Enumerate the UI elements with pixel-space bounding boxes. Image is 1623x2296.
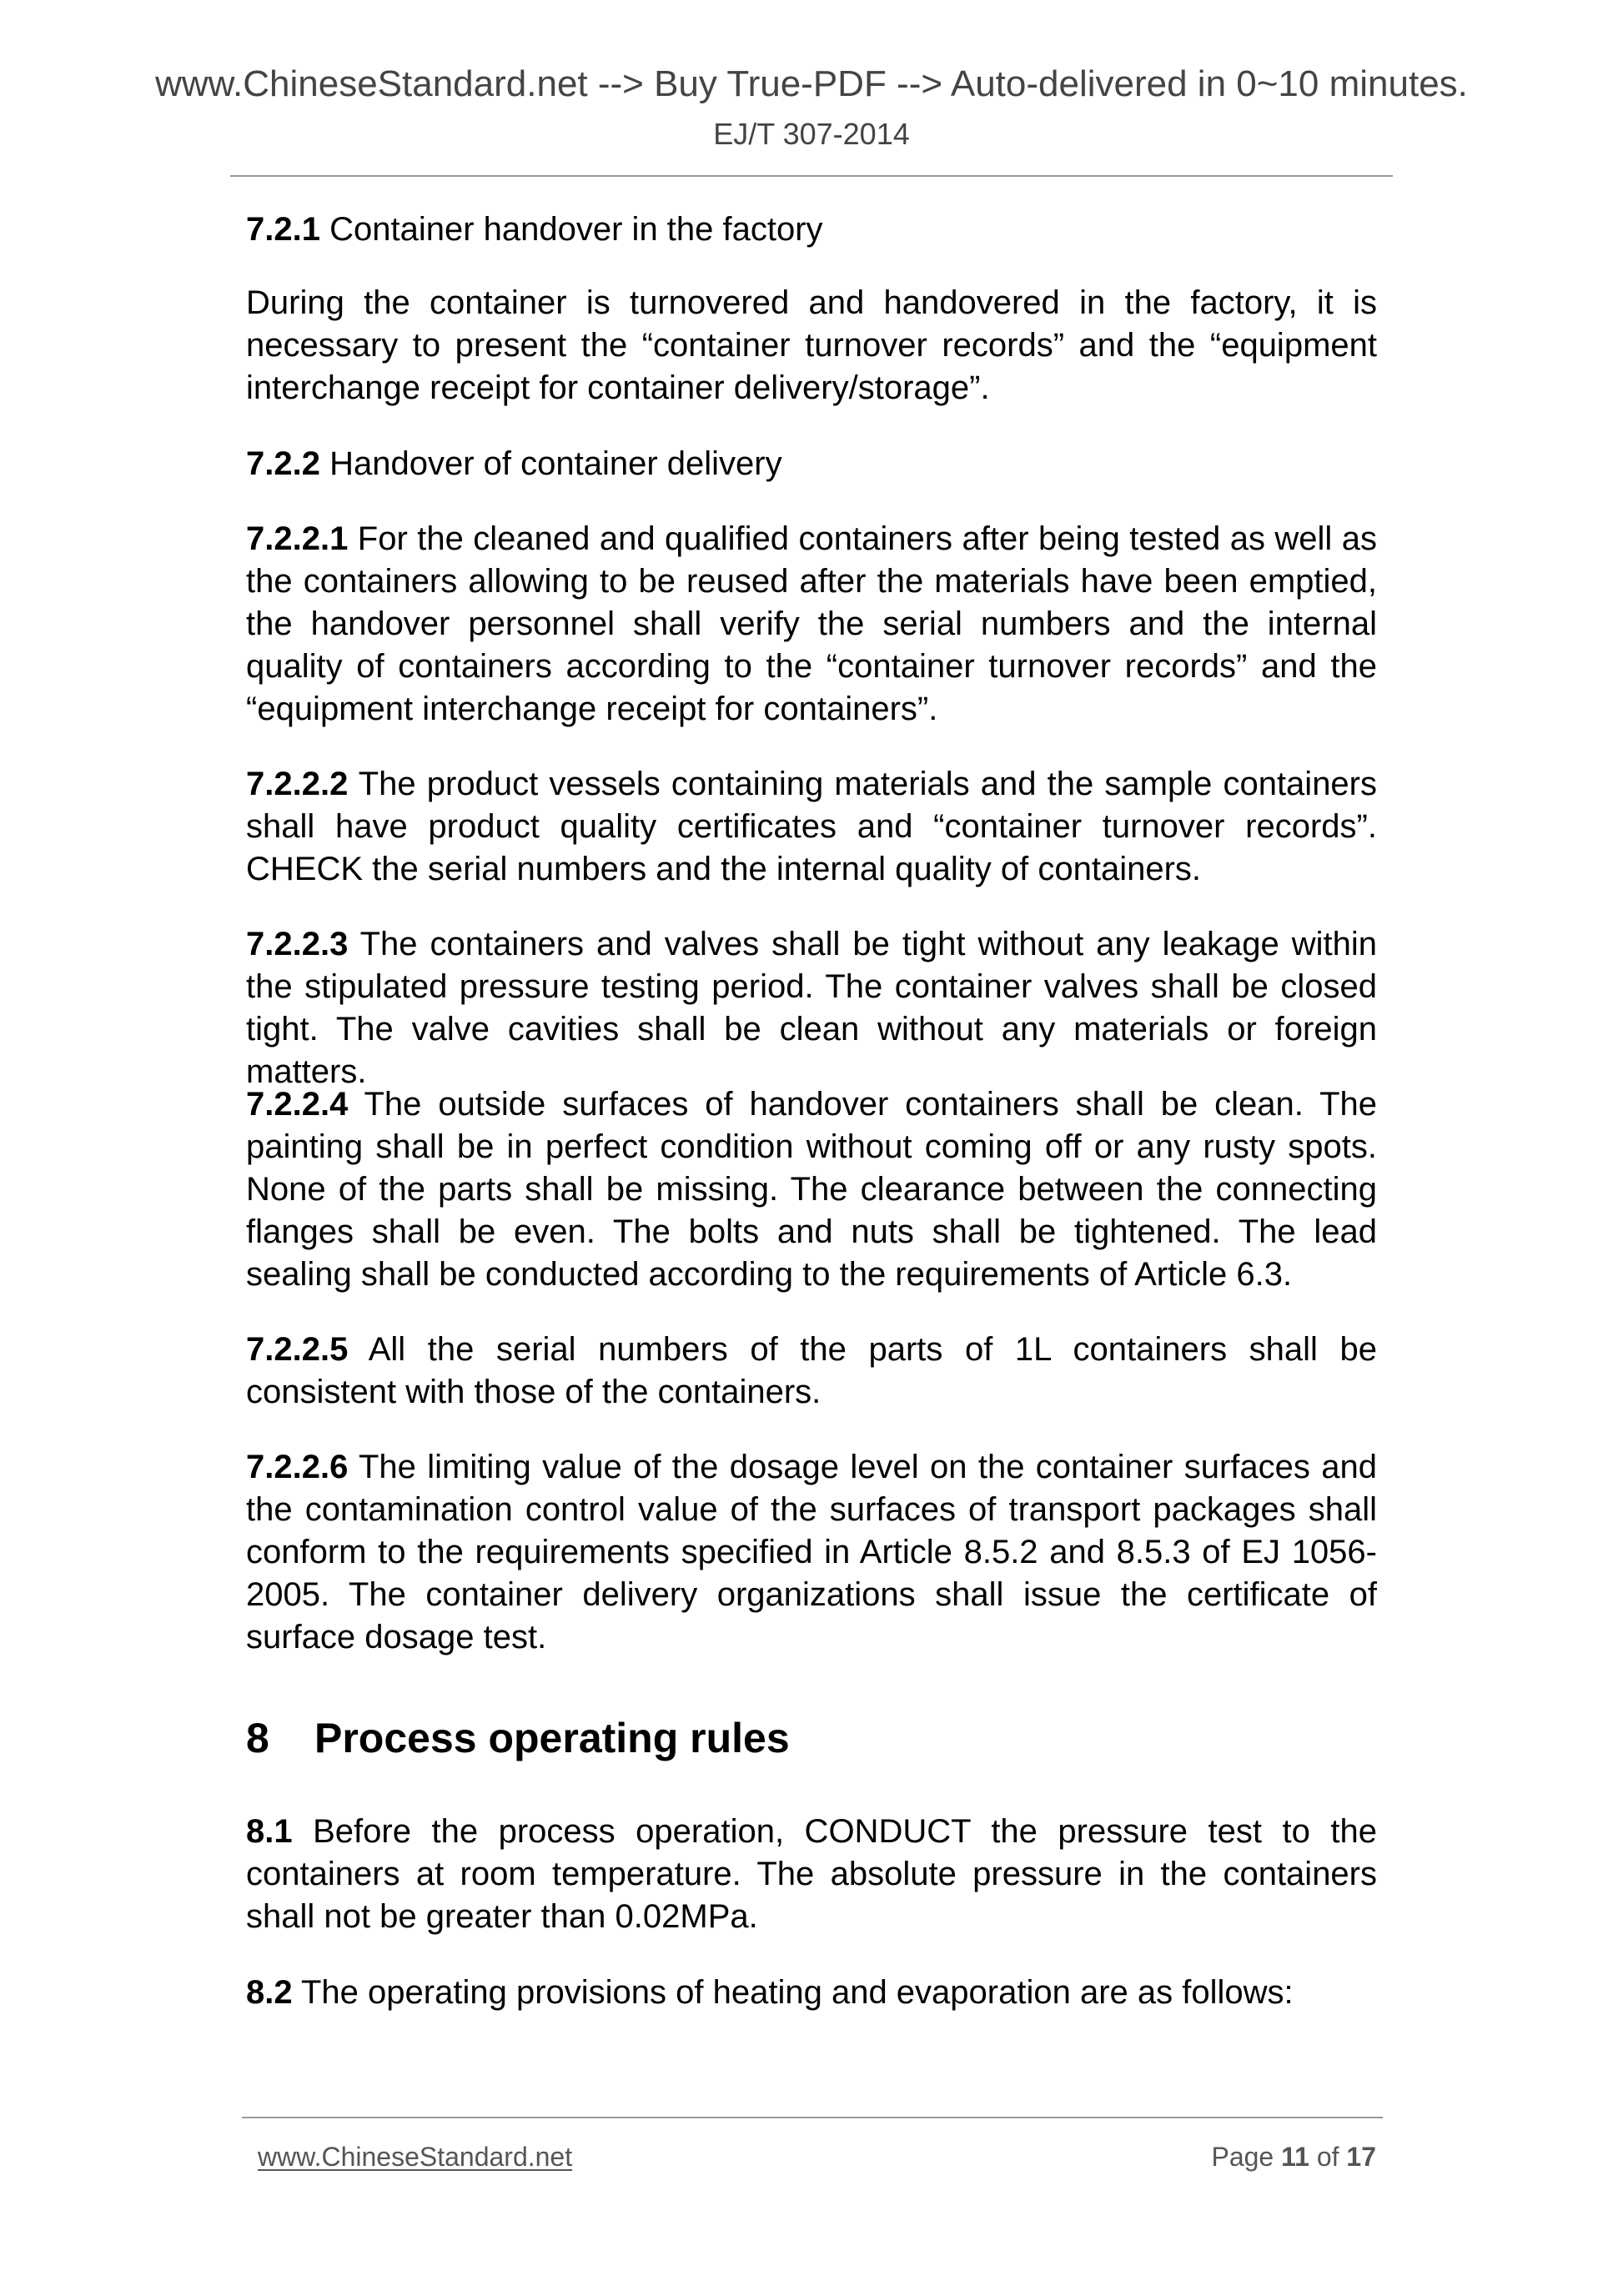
clause-7-2-2-heading [246,443,1377,485]
clause-text: The operating provisions of heating and evaporation are as follows: [301,1974,1294,2011]
clause-7-2-2-3 [246,923,1377,1093]
clause-text: The product vessels containing materials and the sample containers shall have product quality certificates and “container turnover records”. CHECK the serial numbers and the internal quality of containers. [246,766,1378,887]
page-label: Page [1211,2142,1274,2172]
header-banner: www.ChineseStandard.net --> Buy True-PDF --> Auto-delivered in 0~10 minutes. [155,63,1468,104]
clause-number: 7.2.2.2 [246,766,349,802]
clause-number: 7.2.2.5 [246,1331,349,1368]
clause-title: Handover of container delivery [329,445,782,482]
header-divider [230,175,1393,177]
page-of-label: of [1316,2142,1339,2172]
clause-8-1 [246,1811,1377,1938]
clause-text: For the cleaned and qualified containers after being tested as well as the containers allowing to be reused after the materials have been emptied, the handover personnel shall verify the serial numbers and the internal quality of containers according to the “container turnover records” and the “equipment interchange receipt for containers”. [246,520,1377,727]
section-title: Process operating rules [314,1715,790,1761]
clause-number: 8.1 [246,1813,293,1850]
footer-website-link[interactable]: www.ChineseStandard.net [258,2142,573,2172]
clause-title: Container handover in the factory [329,211,823,248]
clause-number: 7.2.1 [246,211,320,248]
clause-8-2 [246,1972,1377,2014]
section-8-heading [246,1713,1377,1763]
clause-7-2-2-6 [246,1446,1377,1659]
clause-7-2-2-1 [246,518,1377,731]
clause-number: 7.2.2.1 [246,520,349,557]
clause-text: All the serial numbers of the parts of 1L containers shall be consistent with those of the containers. [246,1331,1377,1410]
clause-text: The limiting value of the dosage level on the container surfaces and the contamination control value of the surfaces of transport packages shall conform to the requirements specified in Article 8.5.2 and 8.5.3 of EJ 1056-2005. The container delivery organizations shall issue the certificate of surface dosage test. [246,1449,1377,1655]
clause-text: Before the process operation, CONDUCT the pressure test to the containers at room temperature. The absolute pressure in the containers shall not be greater than 0.02MPa. [246,1813,1377,1935]
page-indicator [1211,2140,1376,2173]
clause-7-2-2-4 [246,1083,1377,1296]
clause-7-2-2-2 [246,763,1377,891]
clause-7-2-1-body: During the container is turnovered and handovered in the factory, it is necessary to present the “container turnover records” and the “equipment interchange receipt for container delivery/storage”. [246,284,1377,406]
clause-number: 7.2.2.4 [246,1086,349,1123]
clause-7-2-2-5 [246,1329,1377,1414]
clause-number: 8.2 [246,1974,293,2011]
clause-number: 7.2.2 [246,445,320,482]
page-current: 11 [1281,2142,1309,2172]
section-number: 8 [246,1715,269,1761]
clause-text: The containers and valves shall be tight without any leakage within the stipulated pressure testing period. The container valves shall be closed tight. The valve cavities shall be clean without any materials or foreign matters. [246,926,1378,1090]
footer-divider [242,2117,1383,2118]
clause-number: 7.2.2.3 [246,926,349,962]
clause-number: 7.2.2.6 [246,1449,349,1485]
page-total: 17 [1346,2142,1376,2172]
clause-text: The outside surfaces of handover containers shall be clean. The painting shall be in perfect condition without coming off or any rusty spots. None of the parts shall be missing. The clearance between the connecting flanges shall be even. The bolts and nuts shall be tightened. The lead sealing shall be conducted according to the requirements of Article 6.3. [246,1086,1377,1293]
standard-code: EJ/T 307-2014 [713,117,910,151]
clause-7-2-1-heading [246,208,1377,251]
